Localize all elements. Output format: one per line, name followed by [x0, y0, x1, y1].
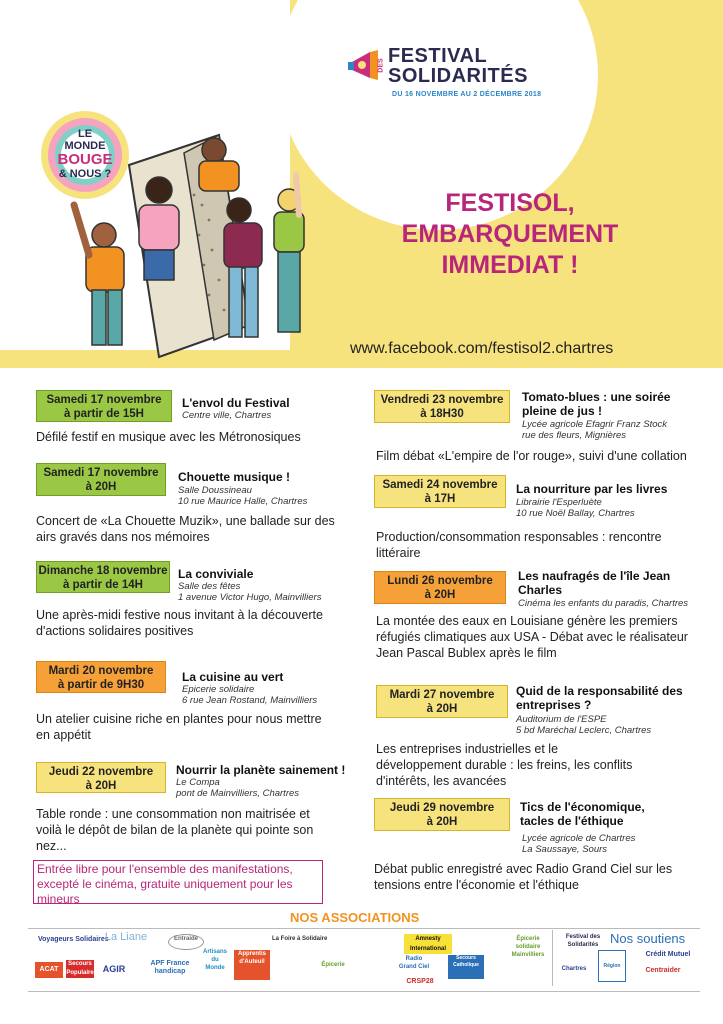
event-title: Chouette musique !	[178, 470, 291, 484]
logo-line2: SOLIDARITÉS	[388, 65, 528, 87]
headline-line2: EMBARQUEMENT	[401, 220, 619, 248]
event-date: Dimanche 18 novembre	[38, 565, 168, 577]
event-title: Quid de la responsabilité des entreprises ?	[516, 684, 683, 712]
event-date: Mardi 27 novembre	[389, 689, 495, 701]
partner-logo: Amnesty International	[404, 934, 452, 954]
footer-divider	[552, 930, 553, 986]
event-date-box	[36, 463, 166, 496]
event-description: Film débat «L'empire de l'or rouge», suivi d'une collation	[376, 449, 687, 463]
event-place: Lycée agricole Efagrir Franz Stock rue des fleurs, Mignières	[522, 419, 668, 441]
sponsor-logo: Crédit Mutuel	[645, 951, 691, 958]
badge-line3: BOUGE	[57, 151, 113, 168]
event-description: Défilé festif en musique avec les Métronosiques	[36, 430, 301, 444]
event-date-box	[374, 475, 506, 508]
event-time: à 20H	[85, 481, 117, 493]
event-date: Vendredi 23 novembre	[380, 394, 504, 406]
associations-title: NOS ASSOCIATIONS	[290, 910, 420, 925]
event-place: Centre ville, Chartres	[182, 410, 272, 421]
partner-logo: La Foire à Solidaire	[272, 936, 328, 942]
partner-logo: Entraide	[168, 934, 204, 950]
partner-logo: Voyageurs Solidaires	[38, 936, 109, 943]
event-time: à 17H	[424, 493, 456, 505]
event-description: La montée des eaux en Louisiane génère les premiers réfugiés climatiques aux USA - Débat avec le réalisateur Jean Pascal Bublex après le film	[376, 614, 688, 660]
partner-logo: ACAT	[35, 962, 63, 978]
partner-logo: Secours Catholique	[448, 955, 484, 979]
free-entry-note: Entrée libre pour l'ensemble des manifestations, excepté le cinéma, gratuite uniquement pour les mineurs	[33, 860, 323, 904]
festival-logo	[344, 40, 554, 110]
badge-line1: LE	[77, 128, 93, 140]
event-time: à partir de 9H30	[57, 679, 145, 691]
event-time: à 20H	[426, 703, 458, 715]
event-date-box	[374, 390, 510, 423]
event-date: Mardi 20 novembre	[48, 665, 154, 677]
event-time: à partir de 14H	[63, 579, 143, 591]
event-date: Samedi 17 novembre	[43, 467, 159, 479]
event-description: Concert de «La Chouette Muzik», une ballade sur des airs gravés dans nos mémoires	[36, 514, 335, 544]
event-description: Un atelier cuisine riche en plantes pour nous mettre en appétit	[36, 712, 322, 742]
badge-line4: & NOUS ?	[58, 168, 112, 180]
headline-line3: IMMEDIAT !	[441, 251, 579, 279]
event-date-box	[376, 685, 508, 718]
partner-logo: Épicerie solidaire Mainvilliers	[511, 936, 545, 958]
sponsor-logo: Chartres	[561, 966, 587, 972]
event-title: Tics de l'économique, tacles de l'éthique	[520, 800, 645, 828]
event-place: Cinéma les enfants du paradis, Chartres	[518, 598, 689, 609]
event-date: Jeudi 29 novembre	[389, 802, 495, 814]
event-place: Salle Doussineau 10 rue Maurice Halle, Chartres	[178, 485, 308, 507]
event-title: L'envol du Festival	[182, 396, 290, 410]
event-place: Le Compa pont de Mainvilliers, Chartres	[176, 777, 300, 799]
event-date-box	[36, 390, 172, 422]
partner-logo: Apprentis d'Auteuil	[234, 950, 270, 980]
event-description: Une après-midi festive nous invitant à la découverte d'actions solidaires positives	[36, 608, 323, 638]
event-date: Jeudi 22 novembre	[48, 766, 154, 778]
event-date-box	[374, 571, 506, 604]
event-title: Nourrir la planète sainement !	[176, 763, 346, 777]
event-description: Production/consommation responsables : rencontre littéraire	[376, 530, 662, 560]
event-time: à 20H	[426, 816, 458, 828]
sponsor-logo: Centraider	[645, 967, 681, 974]
badge-text	[46, 128, 124, 180]
event-date-box	[36, 661, 166, 693]
event-date: Samedi 24 novembre	[382, 479, 498, 491]
partner-logo: La Liane	[104, 931, 148, 943]
event-title: La cuisine au vert	[182, 670, 284, 684]
event-date: Lundi 26 novembre	[387, 575, 493, 587]
partner-logo: APF France handicap	[150, 960, 190, 975]
partner-logo: Radio Grand Ciel	[398, 956, 430, 970]
event-time: à 18H30	[420, 408, 464, 420]
partner-logo: Secours Populaire	[66, 961, 94, 976]
event-place: Auditorium de l'ESPE 5 bd Maréchal Leclerc, Chartres	[516, 714, 652, 736]
event-description: Débat public enregistré avec Radio Grand Ciel sur les tensions entre l'économie et l'éthique	[374, 862, 673, 892]
event-date-box	[36, 762, 166, 793]
event-place: Lycée agricole de Chartres La Saussaye, Sours	[522, 833, 636, 855]
event-title: Tomato-blues : une soirée pleine de jus !	[522, 390, 671, 418]
event-place: Epicerie solidaire 6 rue Jean Rostand, Mainvilliers	[182, 684, 318, 706]
partner-logo: Artisans du Monde	[202, 949, 227, 971]
event-date-box	[36, 561, 170, 593]
logo-line1: FESTIVAL	[388, 45, 488, 67]
sponsor-logo: Festival des Solidarités	[565, 934, 601, 948]
event-description: Table ronde : une consommation non maitrisée et voilà le dépôt de bilan de la planète qui pointe son nez...	[36, 807, 314, 853]
headline-line1: FESTISOL,	[445, 189, 575, 217]
partner-logo: CRSP28	[406, 978, 434, 985]
logo-dates: DU 16 NOVEMBRE AU 2 DÉCEMBRE 2018	[392, 91, 542, 98]
event-date-box	[374, 798, 510, 831]
event-time: à 20H	[424, 589, 456, 601]
event-time: à partir de 15H	[64, 408, 144, 420]
partner-logo: Épicerie	[321, 962, 345, 968]
partner-logo: AGIR	[102, 964, 126, 974]
event-title: La conviviale	[178, 567, 254, 581]
logo-des: DES	[377, 58, 385, 73]
event-time: à 20H	[85, 780, 117, 792]
headline	[380, 188, 640, 281]
event-description: Les entreprises industrielles et le développement durable : les freins, les conflits d'intérêts, les avancées	[376, 742, 633, 788]
event-date: Samedi 17 novembre	[46, 394, 162, 406]
event-place: Salle des fêtes 1 avenue Victor Hugo, Mainvilliers	[178, 581, 322, 603]
soutiens-title: Nos soutiens	[610, 931, 686, 946]
facebook-link[interactable]: www.facebook.com/festisol2.chartres	[350, 340, 614, 357]
event-title: Les naufragés de l'île Jean Charles	[518, 569, 671, 597]
event-place: Librairie l'Esperluète 10 rue Noël Ballay, Chartres	[516, 497, 635, 519]
sponsor-logo: Région	[598, 950, 626, 982]
badge-line2: MONDE	[64, 140, 106, 152]
event-title: La nourriture par les livres	[516, 482, 668, 496]
